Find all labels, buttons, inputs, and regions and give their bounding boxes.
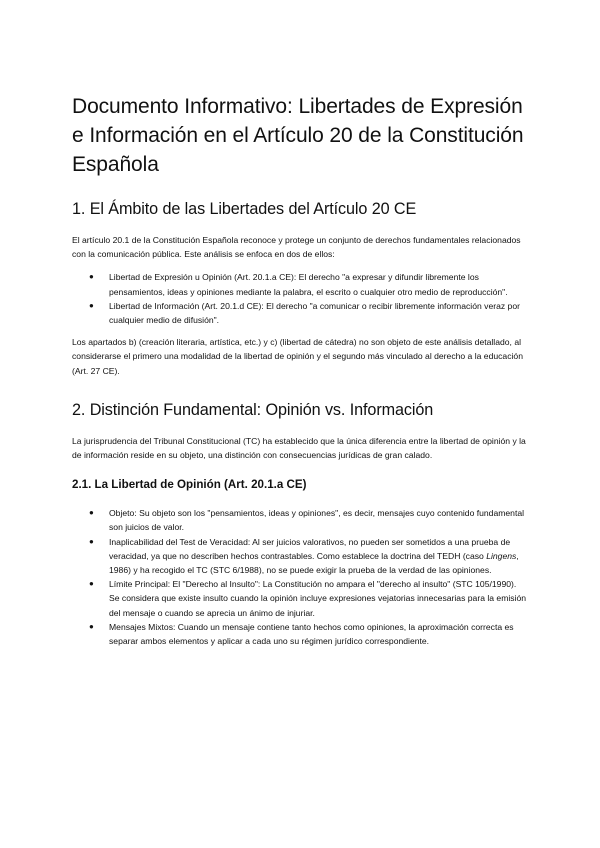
section-1-closing: Los apartados b) (creación literaria, artística, etc.) y c) (libertad de cátedra) no son objeto de este análisis detallado, al considerarse el primero una modalidad de la libertad de opinión y el segundo más vinculado al derecho a la educación (Art. 27 CE).	[72, 337, 523, 376]
list-item-text: Libertad de Expresión u Opinión (Art. 20.1.a CE): El derecho "a expresar y difundir libremente los pensamientos, ideas y opiniones mediante la palabra, el escrito o cualquier otro medio de reproducción".	[109, 272, 508, 297]
bullet-icon: ●	[89, 508, 94, 518]
list-item-text: Objeto: Su objeto son los "pensamientos, ideas y opiniones", es decir, mensajes cuyo contenido fundamental son juicios de valor.	[109, 508, 525, 533]
case-name: Lingens	[486, 550, 517, 561]
list-item	[72, 270, 528, 298]
list-item	[72, 620, 528, 648]
list-item	[72, 299, 528, 327]
bullet-icon: ●	[89, 300, 94, 310]
bullet-icon: ●	[89, 579, 94, 589]
bullet-icon: ●	[89, 536, 94, 546]
list-item-text: Inaplicabilidad del Test de Veracidad: Al ser juicios valorativos, no pueden ser sometidos a una prueba de veracidad, ya que no describen hechos contrastables. Como establece la doctrina del TEDH (caso	[109, 536, 511, 561]
section-2-intro: La jurisprudencia del Tribunal Constitucional (TC) ha establecido que la única diferencia entre la libertad de opinión y la de información reside en su objeto, una distinción con consecuencias jurídicas de gran calado.	[72, 435, 526, 461]
document-page	[72, 92, 528, 648]
list-item-text: Mensajes Mixtos: Cuando un mensaje contiene tanto hechos como opiniones, la aproximación correcta es separar ambos elementos y aplicar a cada uno su régimen jurídico correspondiente.	[109, 621, 514, 647]
subsection-2-1-list	[72, 506, 528, 648]
section-1-intro: El artículo 20.1 de la Constitución Española reconoce y protege un conjunto de derechos fundamentales relacionados con la comunicación pública. Este análisis se enfoca en dos de ellos:	[72, 235, 521, 260]
section-1-heading: 1. El Ámbito de las Libertades del Artículo 20 CE	[72, 200, 417, 218]
bullet-icon: ●	[89, 621, 94, 631]
section-2-heading: 2. Distinción Fundamental: Opinión vs. Información	[72, 400, 434, 419]
list-item	[72, 506, 528, 534]
list-item	[72, 535, 528, 578]
list-item-text-continued: , 1986) y ha recogido el TC (STC 6/1988), no se puede exigir la prueba de la verdad de las opiniones.	[109, 550, 519, 576]
list-item	[72, 577, 528, 620]
section-1-list	[72, 270, 528, 327]
document-title: Documento Informativo: Libertades de Expresión e Información en el Artículo 20 de la Constitución Española	[72, 95, 524, 176]
bullet-icon: ●	[89, 272, 94, 282]
subsection-2-1-heading: 2.1. La Libertad de Opinión (Art. 20.1.a CE)	[72, 478, 307, 492]
list-item-text: Límite Principal: El "Derecho al Insulto": La Constitución no ampara el "derecho al insulto" (STC 105/1990). Se considera que existe insulto cuando la opinión incluye expresiones vejatorias innecesarias para la emisión del mensaje o cuando se aprecia un ánimo de injuriar.	[109, 579, 527, 618]
list-item-text: Libertad de Información (Art. 20.1.d CE): El derecho "a comunicar o recibir libremente información veraz por cualquier medio de difusión".	[109, 300, 520, 326]
